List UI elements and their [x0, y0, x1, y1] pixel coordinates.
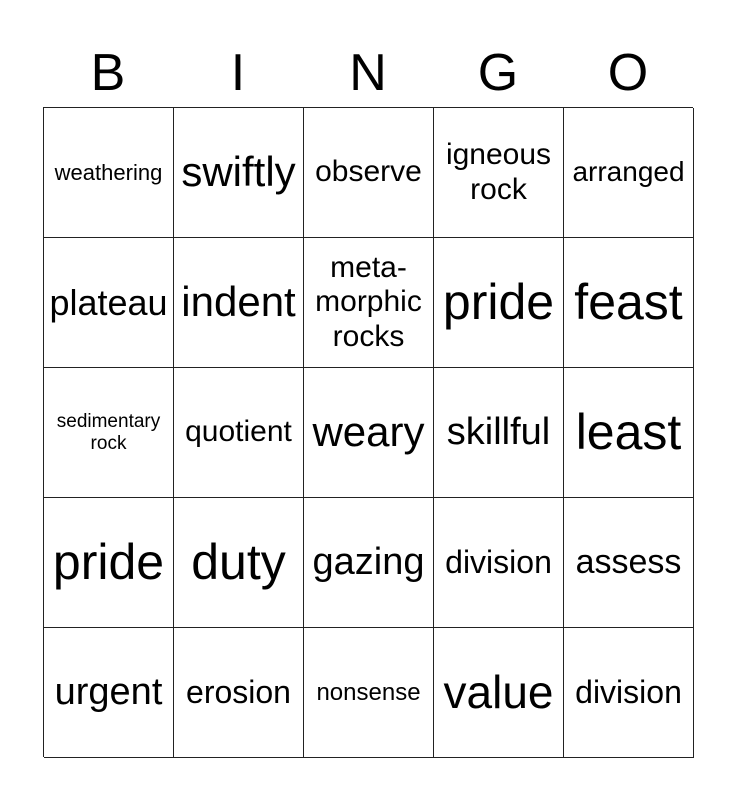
bingo-cell-text: gazing — [312, 540, 425, 583]
bingo-cell-text: swiftly — [181, 148, 296, 196]
bingo-cell[interactable] — [304, 498, 434, 628]
bingo-cell[interactable] — [434, 368, 564, 498]
bingo-cell[interactable] — [564, 498, 694, 628]
bingo-cell[interactable] — [44, 368, 174, 498]
bingo-cell-text: division — [575, 674, 682, 711]
header-letter-o: O — [607, 44, 649, 102]
bingo-cell[interactable] — [174, 108, 304, 238]
bingo-cell[interactable] — [434, 238, 564, 368]
bingo-cell[interactable] — [44, 628, 174, 758]
bingo-cell-text: arranged — [572, 156, 685, 188]
bingo-cell-text: plateau — [49, 281, 168, 323]
bingo-cell[interactable] — [434, 108, 564, 238]
bingo-cell-text: assess — [575, 542, 682, 581]
bingo-cell-text: duty — [191, 533, 286, 590]
bingo-cell[interactable] — [304, 628, 434, 758]
bingo-cell[interactable] — [434, 628, 564, 758]
bingo-cell[interactable] — [304, 238, 434, 368]
bingo-cell[interactable] — [174, 498, 304, 628]
bingo-cell-text: division — [445, 544, 552, 581]
bingo-cell[interactable] — [44, 498, 174, 628]
bingo-cell[interactable] — [44, 238, 174, 368]
header-letter-g: G — [477, 44, 519, 102]
bingo-cell-text: observe — [315, 155, 422, 189]
header-letter-i: I — [230, 44, 246, 102]
bingo-cell[interactable] — [304, 108, 434, 238]
bingo-cell[interactable] — [174, 368, 304, 498]
bingo-cell[interactable] — [44, 108, 174, 238]
bingo-cell-text: erosion — [186, 674, 291, 711]
bingo-cell-text: weathering — [54, 159, 163, 185]
bingo-cell-text: pride — [442, 273, 555, 330]
header-letter-b: B — [90, 44, 126, 102]
bingo-cell[interactable] — [564, 368, 694, 498]
bingo-cell-text: sedimentary rock — [56, 410, 161, 454]
bingo-cell[interactable] — [564, 108, 694, 238]
bingo-cell[interactable] — [564, 628, 694, 758]
bingo-cell[interactable] — [174, 238, 304, 368]
bingo-cell-text: indent — [181, 278, 296, 326]
bingo-cell-text: urgent — [54, 670, 163, 713]
bingo-cell[interactable] — [564, 238, 694, 368]
bingo-cell-text: weary — [312, 408, 425, 456]
bingo-cell[interactable] — [174, 628, 304, 758]
header-letter-n: N — [349, 44, 387, 102]
bingo-cell-text: meta- morphic rocks — [315, 250, 422, 353]
bingo-header — [43, 38, 693, 108]
bingo-card-grid — [43, 107, 693, 757]
bingo-cell-text: feast — [574, 273, 683, 330]
bingo-cell-text: pride — [52, 533, 165, 590]
bingo-cell-text: skillful — [446, 410, 551, 453]
bingo-cell[interactable] — [304, 368, 434, 498]
bingo-cell-text: igneous rock — [445, 138, 552, 206]
bingo-cell-text: nonsense — [316, 678, 421, 706]
bingo-cell-text: least — [575, 403, 682, 460]
bingo-cell-text: quotient — [185, 415, 292, 449]
bingo-cell-text: value — [443, 666, 554, 719]
bingo-cell[interactable] — [434, 498, 564, 628]
